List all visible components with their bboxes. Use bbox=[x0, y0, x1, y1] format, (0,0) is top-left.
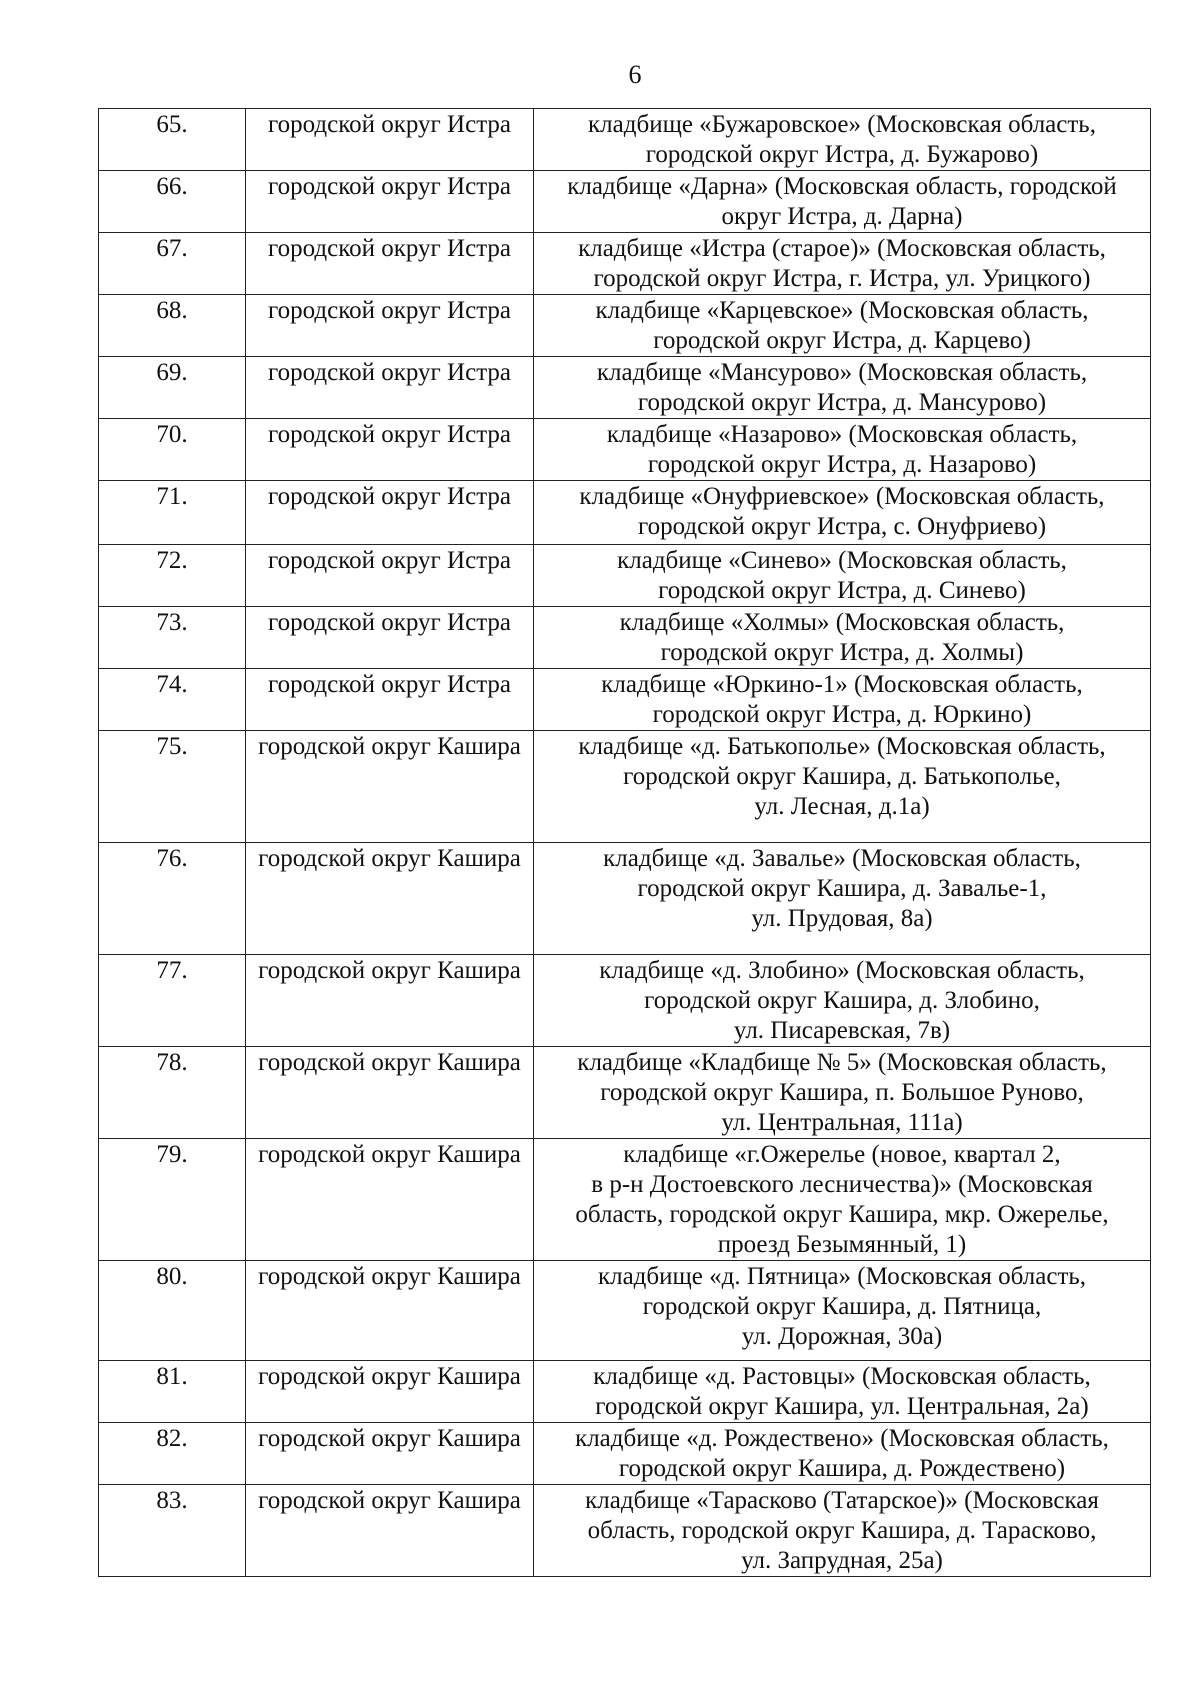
cemetery-cell bbox=[534, 1361, 1151, 1423]
cemetery-line: ул. Писаревская, 7в) bbox=[733, 1017, 951, 1044]
table-row bbox=[99, 233, 1151, 295]
table-row bbox=[99, 171, 1151, 233]
cemetery-line: кладбище «Кладбище № 5» (Московская область, bbox=[577, 1049, 1107, 1076]
cemetery-line: область, городской округ Кашира, мкр. Ожерелье, bbox=[575, 1201, 1109, 1228]
district-cell: городской округ Кашира bbox=[246, 1423, 534, 1485]
cemetery-line: ул. Лесная, д.1а) bbox=[754, 793, 930, 820]
row-number: 65. bbox=[99, 109, 246, 171]
cemetery-line: городской округ Кашира, д. Рождествено) bbox=[618, 1455, 1066, 1482]
cemetery-line: кладбище «Юркино-1» (Московская область, bbox=[601, 671, 1083, 698]
cemetery-line: округ Истра, д. Дарна) bbox=[721, 203, 963, 230]
table-row bbox=[99, 1261, 1151, 1361]
cemetery-cell bbox=[534, 669, 1151, 731]
cemetery-cell bbox=[534, 1261, 1151, 1361]
row-number: 71. bbox=[99, 481, 246, 545]
row-number: 72. bbox=[99, 545, 246, 607]
row-number: 66. bbox=[99, 171, 246, 233]
cemetery-line: кладбище «д. Завалье» (Московская область, bbox=[603, 845, 1081, 872]
cemetery-line: ул. Дорожная, 30а) bbox=[741, 1323, 943, 1350]
row-number: 74. bbox=[99, 669, 246, 731]
row-number: 69. bbox=[99, 357, 246, 419]
district-cell: городской округ Истра bbox=[246, 233, 534, 295]
row-number: 68. bbox=[99, 295, 246, 357]
cemetery-line: кладбище «Дарна» (Московская область, городской bbox=[567, 173, 1117, 200]
table-row bbox=[99, 545, 1151, 607]
row-number: 77. bbox=[99, 955, 246, 1047]
district-cell: городской округ Истра bbox=[246, 419, 534, 481]
cemetery-line: городской округ Кашира, д. Батькополье, bbox=[623, 763, 1061, 790]
district-cell: городской округ Истра bbox=[246, 669, 534, 731]
cemetery-line: городской округ Кашира, д. Пятница, bbox=[642, 1293, 1042, 1320]
cemetery-cell bbox=[534, 1139, 1151, 1261]
cemetery-line: городской округ Кашира, ул. Центральная, 2а) bbox=[595, 1393, 1089, 1420]
cemetery-line: городской округ Истра, г. Истра, ул. Урицкого) bbox=[593, 265, 1091, 292]
cemetery-line: кладбище «г.Ожерелье (новое, квартал 2, bbox=[623, 1141, 1061, 1168]
cemetery-cell bbox=[534, 295, 1151, 357]
table-row bbox=[99, 843, 1151, 955]
table-row bbox=[99, 731, 1151, 843]
cemetery-line: городской округ Истра, с. Онуфриево) bbox=[637, 513, 1047, 540]
cemetery-line: в р-н Достоевского лесничества)» (Московская bbox=[591, 1171, 1093, 1198]
row-number: 67. bbox=[99, 233, 246, 295]
table-row bbox=[99, 955, 1151, 1047]
district-cell: городской округ Кашира bbox=[246, 955, 534, 1047]
row-number: 78. bbox=[99, 1047, 246, 1139]
row-number: 81. bbox=[99, 1361, 246, 1423]
district-cell: городской округ Истра bbox=[246, 109, 534, 171]
cemetery-line: ул. Запрудная, 25а) bbox=[741, 1547, 943, 1574]
cemetery-line: кладбище «д. Батькополье» (Московская область, bbox=[578, 733, 1106, 760]
cemetery-cell bbox=[534, 731, 1151, 843]
table-row bbox=[99, 1423, 1151, 1485]
table-row bbox=[99, 481, 1151, 545]
cemetery-cell bbox=[534, 357, 1151, 419]
cemetery-line: ул. Центральная, 111а) bbox=[721, 1109, 963, 1136]
district-cell: городской округ Кашира bbox=[246, 1361, 534, 1423]
table-row bbox=[99, 1485, 1151, 1577]
cemetery-line: городской округ Истра, д. Юркино) bbox=[652, 701, 1032, 728]
cemetery-line: городской округ Истра, д. Синево) bbox=[658, 577, 1026, 604]
cemetery-cell bbox=[534, 1423, 1151, 1485]
table-row bbox=[99, 669, 1151, 731]
cemetery-line: городской округ Истра, д. Назарово) bbox=[647, 451, 1037, 478]
cemetery-line: кладбище «Карцевское» (Московская область, bbox=[595, 297, 1089, 324]
table-row bbox=[99, 607, 1151, 669]
cemetery-line: кладбище «Назарово» (Московская область, bbox=[606, 421, 1078, 448]
cemetery-cell bbox=[534, 109, 1151, 171]
cemetery-line: кладбище «д. Злобино» (Московская область, bbox=[599, 957, 1085, 984]
cemetery-line: городской округ Кашира, д. Завалье-1, bbox=[637, 875, 1047, 902]
table-row bbox=[99, 357, 1151, 419]
cemetery-line: проезд Безымянный, 1) bbox=[717, 1231, 967, 1258]
cemetery-cell bbox=[534, 843, 1151, 955]
row-number: 83. bbox=[99, 1485, 246, 1577]
table-row bbox=[99, 1047, 1151, 1139]
cemetery-table bbox=[98, 108, 1151, 1577]
district-cell: городской округ Кашира bbox=[246, 731, 534, 843]
cemetery-line: кладбище «Истра (старое)» (Московская область, bbox=[578, 235, 1106, 262]
row-number: 80. bbox=[99, 1261, 246, 1361]
row-number: 76. bbox=[99, 843, 246, 955]
table-row bbox=[99, 1139, 1151, 1261]
district-cell: городской округ Кашира bbox=[246, 1139, 534, 1261]
district-cell: городской округ Истра bbox=[246, 295, 534, 357]
table-body bbox=[99, 109, 1151, 1577]
cemetery-line: городской округ Кашира, п. Большое Руново, bbox=[600, 1079, 1084, 1106]
cemetery-cell bbox=[534, 419, 1151, 481]
page-number: 6 bbox=[628, 60, 642, 89]
cemetery-line: городской округ Истра, д. Карцево) bbox=[653, 327, 1031, 354]
cemetery-cell bbox=[534, 171, 1151, 233]
district-cell: городской округ Кашира bbox=[246, 1261, 534, 1361]
cemetery-cell bbox=[534, 955, 1151, 1047]
table-row bbox=[99, 419, 1151, 481]
cemetery-cell bbox=[534, 607, 1151, 669]
cemetery-cell bbox=[534, 233, 1151, 295]
cemetery-line: кладбище «Холмы» (Московская область, bbox=[619, 609, 1065, 636]
cemetery-cell bbox=[534, 545, 1151, 607]
cemetery-line: городской округ Истра, д. Бужарово) bbox=[645, 141, 1039, 168]
cemetery-line: кладбище «Бужаровское» (Московская область, bbox=[588, 111, 1096, 138]
cemetery-line: кладбище «д. Растовцы» (Московская область, bbox=[593, 1363, 1091, 1390]
district-cell: городской округ Истра bbox=[246, 481, 534, 545]
district-cell: городской округ Истра bbox=[246, 607, 534, 669]
cemetery-line: кладбище «Синево» (Московская область, bbox=[617, 547, 1067, 574]
row-number: 82. bbox=[99, 1423, 246, 1485]
table-row bbox=[99, 1361, 1151, 1423]
row-number: 75. bbox=[99, 731, 246, 843]
district-cell: городской округ Истра bbox=[246, 171, 534, 233]
district-cell: городской округ Истра bbox=[246, 545, 534, 607]
row-number: 73. bbox=[99, 607, 246, 669]
district-cell: городской округ Кашира bbox=[246, 1485, 534, 1577]
cemetery-line: городской округ Истра, д. Мансурово) bbox=[637, 389, 1047, 416]
cemetery-line: область, городской округ Кашира, д. Тарасково, bbox=[587, 1517, 1097, 1544]
district-cell: городской округ Кашира bbox=[246, 843, 534, 955]
cemetery-line: кладбище «д. Рождествено» (Московская область, bbox=[575, 1425, 1109, 1452]
table-row bbox=[99, 295, 1151, 357]
row-number: 79. bbox=[99, 1139, 246, 1261]
cemetery-line: кладбище «Мансурово» (Московская область, bbox=[596, 359, 1088, 386]
cemetery-line: городской округ Истра, д. Холмы) bbox=[660, 639, 1024, 666]
cemetery-line: кладбище «Онуфриевское» (Московская область, bbox=[579, 483, 1105, 510]
row-number: 70. bbox=[99, 419, 246, 481]
cemetery-cell bbox=[534, 481, 1151, 545]
cemetery-cell bbox=[534, 1047, 1151, 1139]
cemetery-cell bbox=[534, 1485, 1151, 1577]
cemetery-line: кладбище «д. Пятница» (Московская область, bbox=[597, 1263, 1087, 1290]
cemetery-line: ул. Прудовая, 8а) bbox=[751, 905, 933, 932]
cemetery-line: городской округ Кашира, д. Злобино, bbox=[644, 987, 1040, 1014]
district-cell: городской округ Истра bbox=[246, 357, 534, 419]
cemetery-line: кладбище «Тарасково (Татарское)» (Московская bbox=[585, 1487, 1099, 1514]
table-row bbox=[99, 109, 1151, 171]
district-cell: городской округ Кашира bbox=[246, 1047, 534, 1139]
